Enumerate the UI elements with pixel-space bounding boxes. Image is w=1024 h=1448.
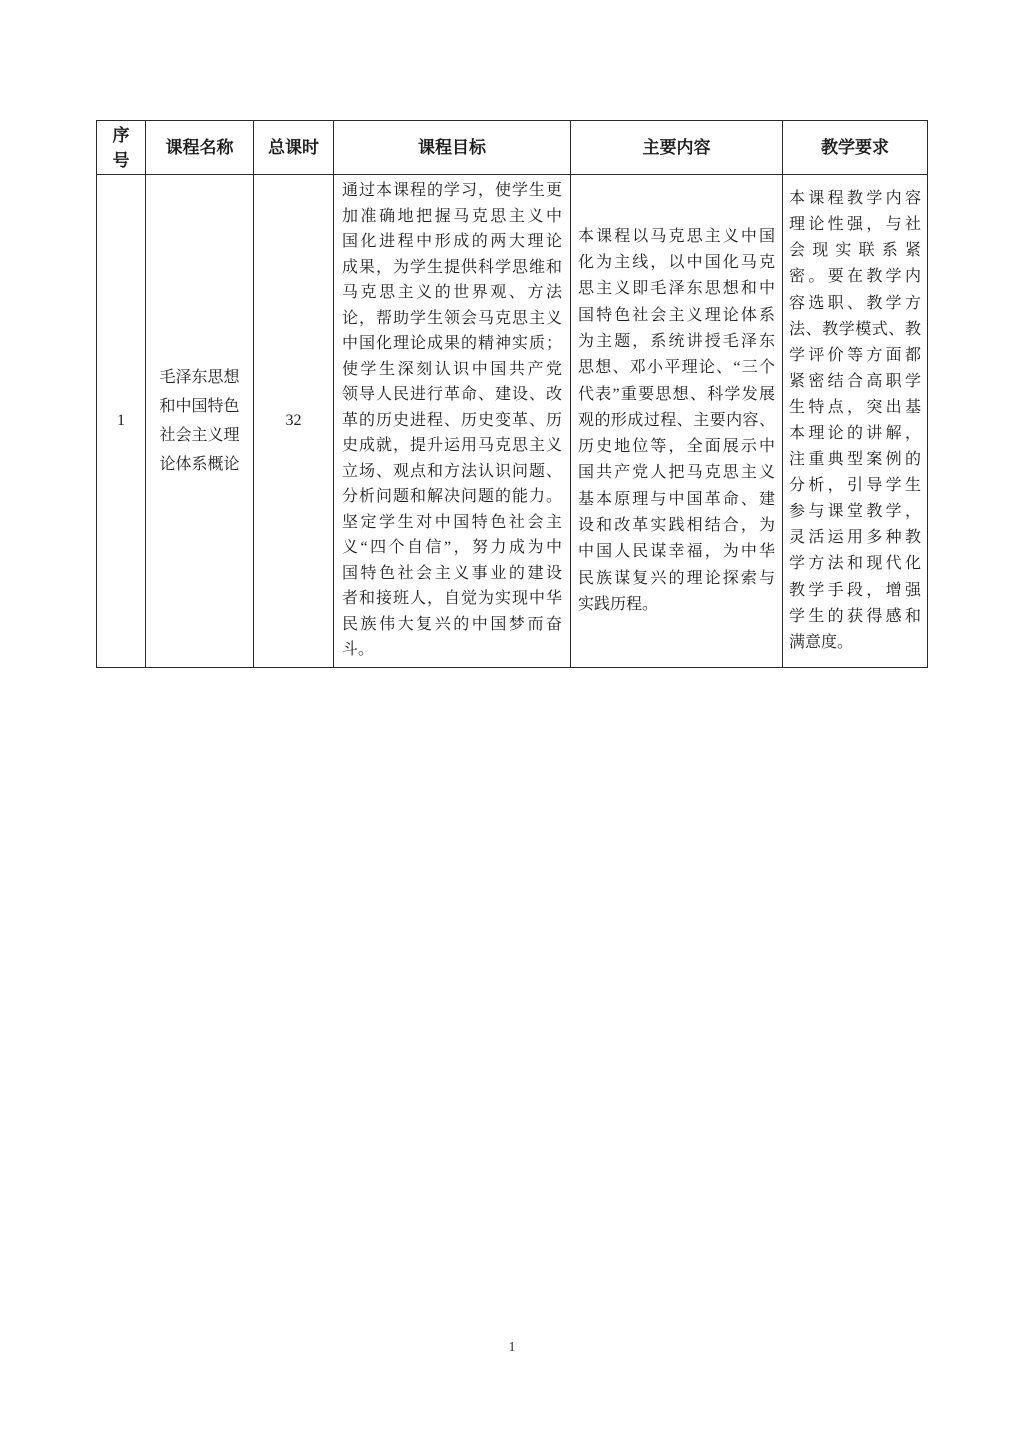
text-line: 通过本课程的学习，使学生更 [342,182,562,199]
course-syllabus-table [96,120,928,668]
text-line: 本理论的讲解， [789,425,921,442]
header-main-content: 主要内容 [571,121,783,175]
text-line: 分析问题和解决问题的能力。 [342,488,562,505]
text-line: 紧密结合高职学 [789,372,921,390]
page-number: 1 [508,1340,516,1355]
text-line: 者和接班人，自觉为实现中华 [342,590,562,607]
text-line: 容选职、教学方 [789,294,921,312]
text-line: 化为主线，以中国化马克 [578,254,775,272]
cell-main-content [571,175,783,668]
text-line: 学方法和现代化 [789,555,921,573]
text-line: 分析，引导学生 [789,477,921,495]
text-line: 参与课堂教学， [789,503,921,521]
text-line: 满意度。 [789,633,854,651]
text-line: 国特色社会主义事业的建设 [342,564,562,582]
text-line: 灵活运用多种教 [789,529,921,547]
cell-teaching-requirements [783,175,928,668]
table-row [97,175,928,668]
cell-index: 1 [97,175,146,668]
text-line: 会现实联系紧 [789,242,921,260]
text-line: 国特色社会主义理论体系 [578,306,775,324]
text-line: 史成就，提升运用马克思主义 [342,437,562,454]
text-line: 使学生深刻认识中国共产党 [342,360,562,378]
text-line: 教学手段，增强 [789,581,921,599]
text-line: 加准确地把握马克思主义中 [342,207,562,225]
text-line: 思想、邓小平理论、“三个 [578,359,775,377]
cell-course-objectives [334,175,571,668]
text-line: 密。要在教学内 [789,268,921,286]
text-line: 斗。 [342,641,375,658]
text-line: 历史地位等，全面展示中 [578,438,775,456]
text-line: 本课程教学内容 [789,190,921,208]
cell-total-hours: 32 [254,175,334,668]
text-line: 坚定学生对中国特色社会主 [342,513,562,531]
text-line: 生特点，突出基 [789,398,921,416]
cell-course-name: 毛泽东思想和中国特色社会主义理论体系概论 [146,175,254,668]
text-line: 立场、观点和方法认识问题、 [342,462,562,480]
table-header-row [97,121,928,175]
header-teaching-requirements: 教学要求 [783,121,928,175]
text-line: 思主义即毛泽东思想和中 [578,280,775,298]
text-line: 国共产党人把马克思主义 [578,464,775,482]
text-line: 中国化理论成果的精神实质； [342,335,562,352]
text-line: 理论性强，与社 [789,216,921,234]
text-line: 法、教学模式、教 [789,320,921,338]
text-line: 实践历程。 [578,595,659,613]
text-line: 为主题，系统讲授毛泽东 [578,332,775,350]
header-index: 序号 [97,121,146,175]
text-line: 领导人民进行革命、建设、改 [342,386,562,403]
text-line: 代表”重要思想、科学发展 [578,385,775,403]
text-line: 学生的获得感和 [789,607,921,625]
text-line: 义“四个自信”，努力成为中 [342,539,562,556]
text-line: 论，帮助学生领会马克思主义 [342,309,562,327]
text-line: 学评价等方面都 [789,346,921,364]
text-line: 革的历史进程、历史变革、历 [342,411,562,429]
text-line: 民族谋复兴的理论探索与 [578,569,775,587]
text-line: 基本原理与中国革命、建 [578,490,775,508]
text-line: 设和改革实践相结合，为 [578,517,775,535]
text-line: 马克思主义的世界观、方法 [342,284,562,301]
text-line: 国化进程中形成的两大理论 [342,233,562,250]
header-course-objectives: 课程目标 [334,121,571,175]
text-line: 本课程以马克思主义中国 [578,227,775,245]
text-line: 观的形成过程、主要内容、 [578,411,775,429]
text-line: 民族伟大复兴的中国梦而奋 [342,615,562,633]
header-total-hours: 总课时 [254,121,334,175]
text-line: 成果，为学生提供科学思维和 [342,258,562,276]
text-line: 中国人民谋幸福，为中华 [578,543,775,561]
text-line: 注重典型案例的 [789,451,921,469]
header-course-name: 课程名称 [146,121,254,175]
